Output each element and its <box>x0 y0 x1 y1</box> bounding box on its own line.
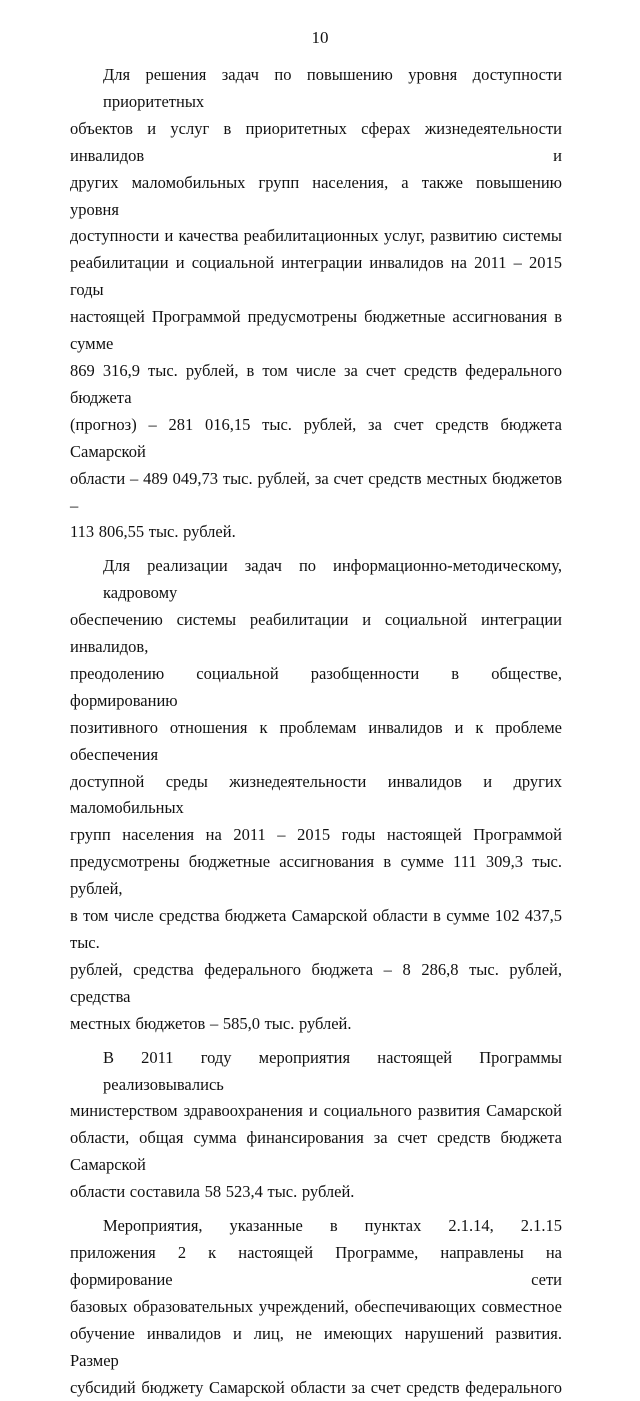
text-line: настоящей Программой предусмотрены бюджетные ассигнования в сумме <box>70 304 562 358</box>
page-number: 10 <box>0 28 640 48</box>
text-line: 113 806,55 тыс. рублей. <box>70 519 562 546</box>
text-line: Для реализации задач по информационно-методическому, кадровому <box>70 553 562 607</box>
text-line: базовых образовательных учреждений, обеспечивающих совместное <box>70 1294 562 1321</box>
text-line: доступности и качества реабилитационных услуг, развитию системы <box>70 223 562 250</box>
text-line: групп населения на 2011 – 2015 годы настоящей Программой <box>70 822 562 849</box>
text-line: министерством здравоохранения и социального развития Самарской <box>70 1098 562 1125</box>
text-line: Для решения задач по повышению уровня доступности приоритетных <box>70 62 562 116</box>
paragraph-3 <box>70 1045 562 1206</box>
document-body <box>70 62 562 1401</box>
text-line: приложения 2 к настоящей Программе, направлены на формирование сети <box>70 1240 562 1294</box>
text-line: предусмотрены бюджетные ассигнования в сумме 111 309,3 тыс. рублей, <box>70 849 562 903</box>
text-line: объектов и услуг в приоритетных сферах жизнедеятельности инвалидов и <box>70 116 562 170</box>
text-line: субсидий бюджету Самарской области за счет средств федерального <box>70 1375 562 1401</box>
text-line: (прогноз) – 281 016,15 тыс. рублей, за счет средств бюджета Самарской <box>70 412 562 466</box>
text-line: в том числе средства бюджета Самарской области в сумме 102 437,5 тыс. <box>70 903 562 957</box>
text-line: области, общая сумма финансирования за счет средств бюджета Самарской <box>70 1125 562 1179</box>
text-line: 869 316,9 тыс. рублей, в том числе за счет средств федерального бюджета <box>70 358 562 412</box>
text-line: доступной среды жизнедеятельности инвалидов и других маломобильных <box>70 769 562 823</box>
paragraph-1 <box>70 62 562 546</box>
text-line: реабилитации и социальной интеграции инвалидов на 2011 – 2015 годы <box>70 250 562 304</box>
paragraph-2 <box>70 553 562 1037</box>
text-line: местных бюджетов – 585,0 тыс. рублей. <box>70 1011 562 1038</box>
text-line: обучение инвалидов и лиц, не имеющих нарушений развития. Размер <box>70 1321 562 1375</box>
text-line: позитивного отношения к проблемам инвалидов и к проблеме обеспечения <box>70 715 562 769</box>
text-line: других маломобильных групп населения, а также повышению уровня <box>70 170 562 224</box>
text-line: преодолению социальной разобщенности в обществе, формированию <box>70 661 562 715</box>
text-line: Мероприятия, указанные в пунктах 2.1.14, 2.1.15 <box>70 1213 562 1240</box>
text-line: обеспечению системы реабилитации и социальной интеграции инвалидов, <box>70 607 562 661</box>
text-line: области составила 58 523,4 тыс. рублей. <box>70 1179 562 1206</box>
text-line: рублей, средства федерального бюджета – 8 286,8 тыс. рублей, средства <box>70 957 562 1011</box>
text-line: В 2011 году мероприятия настоящей Программы реализовывались <box>70 1045 562 1099</box>
text-line: области – 489 049,73 тыс. рублей, за счет средств местных бюджетов – <box>70 466 562 520</box>
paragraph-4 <box>70 1213 562 1401</box>
